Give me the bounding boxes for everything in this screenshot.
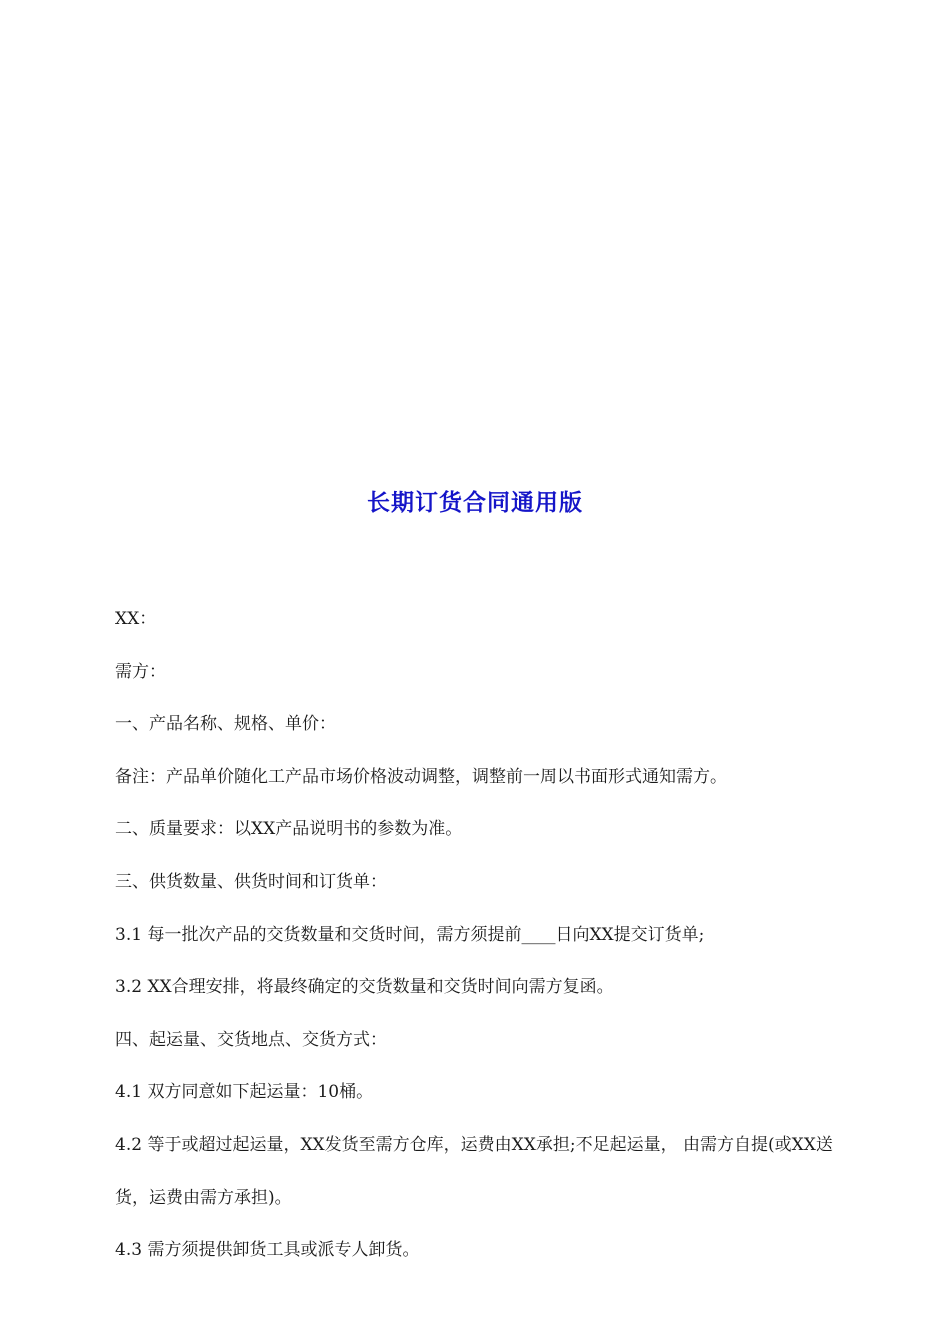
clause-4-2: 4.2 等于或超过起运量，XX发货至需方仓库，运费由XX承担;不足起运量， 由需方自提(或XX送货，运费由需方承担)。 xyxy=(115,1135,833,1208)
section-1-heading: 一、产品名称、规格、单价： xyxy=(115,714,336,735)
section-1-note: 备注：产品单价随化工产品市场价格波动调整，调整前一周以书面形式通知需方。 xyxy=(115,766,727,787)
section-4-heading: 四、起运量、交货地点、交货方式： xyxy=(115,1029,387,1050)
section-2-heading: 二、质量要求：以XX产品说明书的参数为准。 xyxy=(115,819,463,840)
clause-4-1: 4.1 双方同意如下起运量：10桶。 xyxy=(115,1082,374,1103)
document-body xyxy=(115,604,843,1288)
clause-4-3: 4.3 需方须提供卸货工具或派专人卸货。 xyxy=(115,1240,420,1261)
document-title: 长期订货合同通用版 xyxy=(367,489,583,516)
party-buyer-line: 需方： xyxy=(115,661,166,682)
clause-3-1: 3.1 每一批次产品的交货数量和交货时间，需方须提前____日向XX提交订货单; xyxy=(115,924,705,945)
clause-3-2: 3.2 XX合理安排，将最终确定的交货数量和交货时间向需方复函。 xyxy=(115,977,614,998)
section-3-heading: 三、供货数量、供货时间和订货单： xyxy=(115,871,387,892)
party-supplier-line: XX： xyxy=(115,609,157,629)
